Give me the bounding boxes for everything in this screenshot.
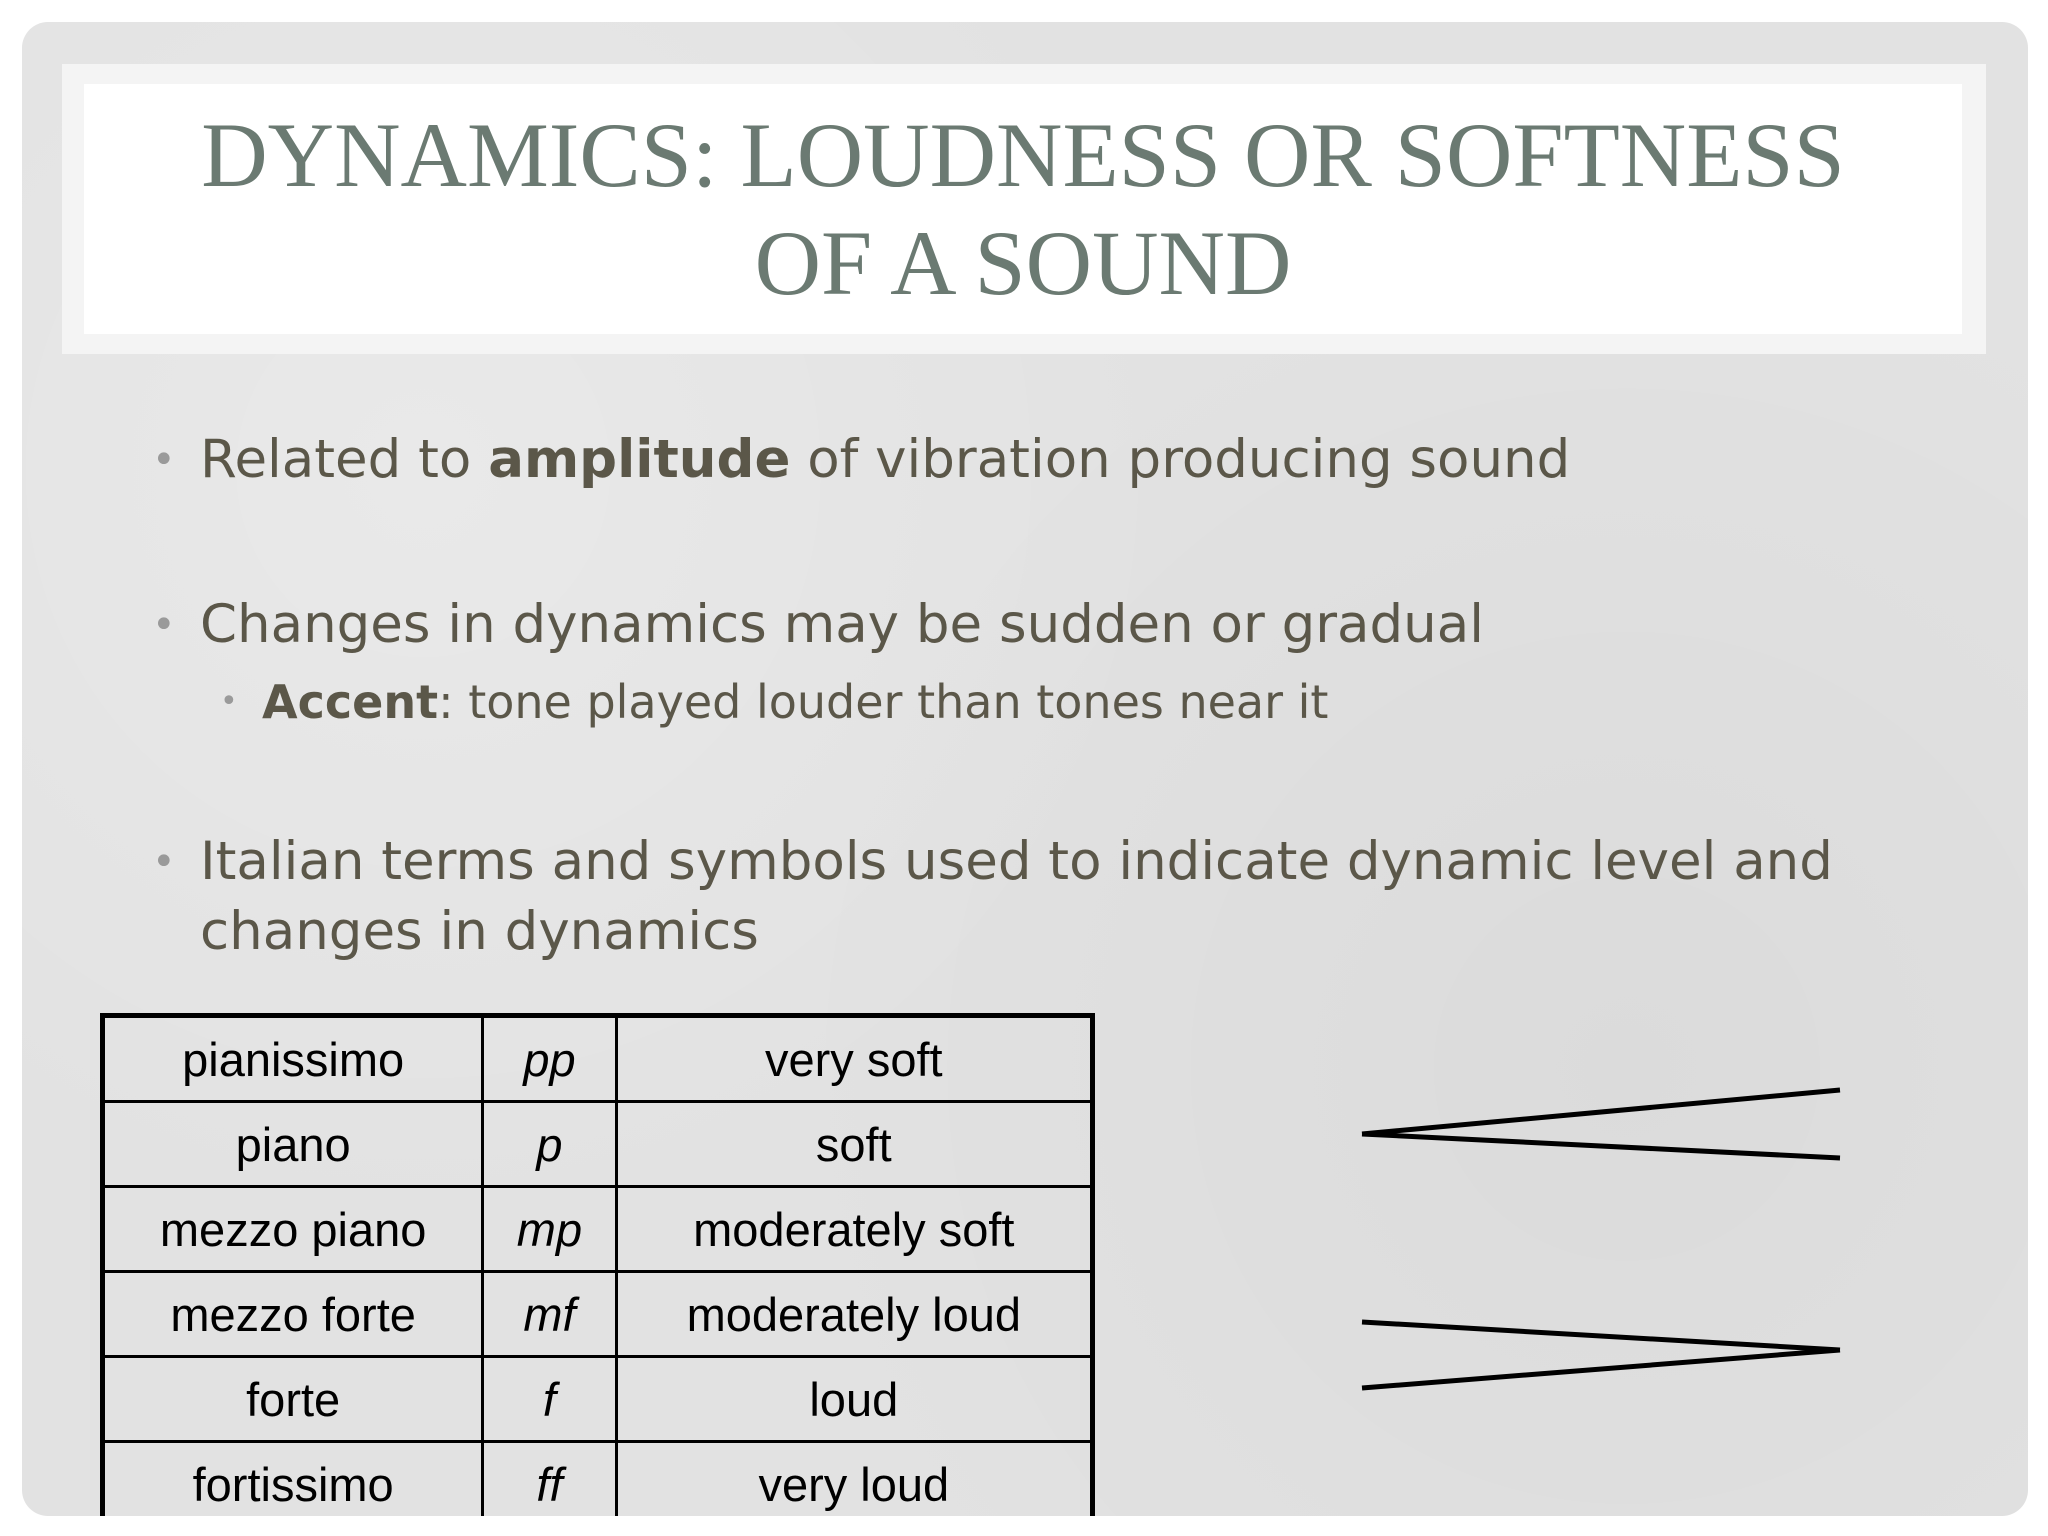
dynamics-hairpins <box>1328 1052 1848 1412</box>
symbol-cell: pp <box>483 1016 616 1102</box>
table-row <box>103 1187 1093 1272</box>
symbol-cell: ff <box>483 1442 616 1517</box>
bullet-dot-icon: • <box>220 684 238 719</box>
bullet-text: Related to <box>200 429 489 490</box>
symbol-cell: mp <box>483 1187 616 1272</box>
bullet-dot-icon: • <box>152 602 176 648</box>
title-line-2: OF A SOUND <box>754 212 1292 314</box>
symbol-cell: f <box>483 1357 616 1442</box>
term-cell: forte <box>103 1357 483 1442</box>
bullet-dot-icon: • <box>152 437 176 483</box>
bullet-text: : tone played louder than tones near it <box>438 675 1329 729</box>
crescendo-hairpin-icon <box>1362 1090 1840 1158</box>
symbol-cell: p <box>483 1102 616 1187</box>
term-cell: piano <box>103 1102 483 1187</box>
meaning-cell: very soft <box>616 1016 1092 1102</box>
meaning-cell: moderately soft <box>616 1187 1092 1272</box>
bullet-text: of vibration producing sound <box>790 429 1571 490</box>
table-row <box>103 1442 1093 1517</box>
bullet-text-line-2: changes in dynamics <box>200 901 759 962</box>
bullet-text-line-1: Italian terms and symbols used to indicate dynamic level and <box>200 831 1833 892</box>
term-cell: mezzo piano <box>103 1187 483 1272</box>
table-row <box>103 1272 1093 1357</box>
bullet-amplitude <box>152 425 1571 495</box>
symbol-cell: mf <box>483 1272 616 1357</box>
term-cell: mezzo forte <box>103 1272 483 1357</box>
bullet-text: Changes in dynamics may be sudden or gradual <box>200 594 1484 655</box>
meaning-cell: soft <box>616 1102 1092 1187</box>
table-row <box>103 1357 1093 1442</box>
slide <box>22 22 2028 1516</box>
table-row <box>103 1016 1093 1102</box>
dynamics-table <box>100 1013 1095 1516</box>
title-line-1: DYNAMICS: LOUDNESS OR SOFTNESS <box>201 104 1845 206</box>
bullet-bold-term: amplitude <box>488 429 791 490</box>
meaning-cell: very loud <box>616 1442 1092 1517</box>
bullet-italian-terms <box>152 827 1833 967</box>
bullet-changes <box>152 590 1484 660</box>
decrescendo-hairpin-icon <box>1362 1322 1840 1388</box>
sub-bullet-accent <box>220 672 1329 732</box>
meaning-cell: loud <box>616 1357 1092 1442</box>
meaning-cell: moderately loud <box>616 1272 1092 1357</box>
bullet-bold-term: Accent <box>262 675 439 729</box>
term-cell: pianissimo <box>103 1016 483 1102</box>
term-cell: fortissimo <box>103 1442 483 1517</box>
bullet-dot-icon: • <box>152 839 176 885</box>
table-row <box>103 1102 1093 1187</box>
